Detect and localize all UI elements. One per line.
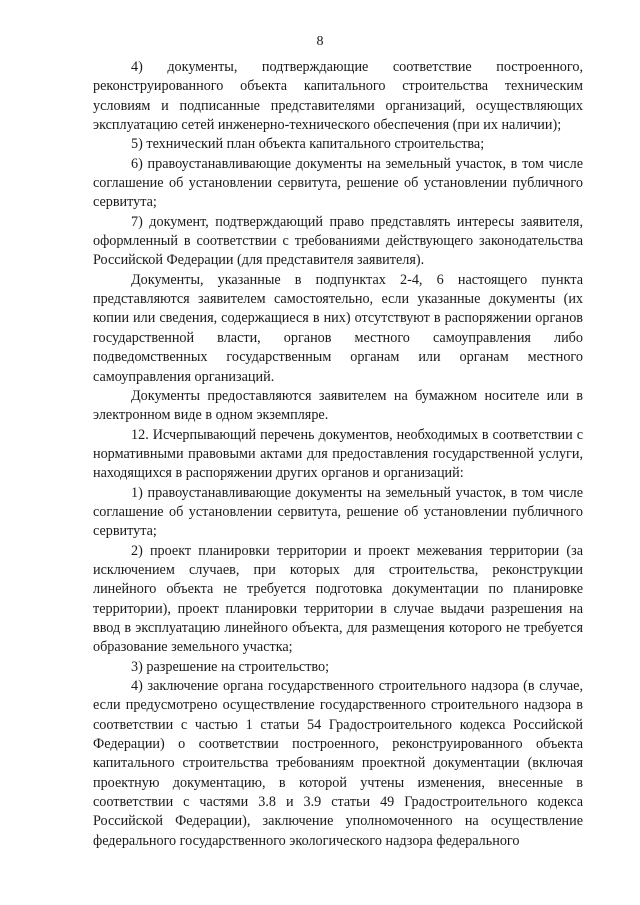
paragraph-item-5: 5) технический план объекта капитального строительства;	[131, 136, 485, 153]
paragraph-clause-12: 12. Исчерпывающий перечень документов, необходимых в соответствии с нормативными правовыми актами для предоставления государственной услуги, находящихся в распоряжении других органов и организаций:	[93, 426, 583, 482]
page-number: 8	[316, 34, 324, 49]
paragraph-submission-form: Документы предоставляются заявителем на бумажном носителе или в электронном виде в одном экземпляре.	[93, 387, 583, 424]
paragraph-list-item-3: 3) разрешение на строительство;	[131, 658, 330, 675]
paragraph-item-7: 7) документ, подтверждающий право представлять интересы заявителя, оформленный в соответствии с требованиями действующего законодательства Российской Федерации (для представителя заявителя).	[93, 213, 583, 269]
paragraph-item-6: 6) правоустанавливающие документы на земельный участок, в том числе соглашение об установлении сервитута, решение об установлении публичного сервитута;	[93, 155, 583, 211]
document-body	[93, 58, 583, 851]
paragraph-list-item-2: 2) проект планировки территории и проект межевания территории (за исключением случаев, при которых для строительства, реконструкции линейного объекта не требуется подготовка документации по планировке территории), проект планировки территории в случае выдачи разрешения на ввод в эксплуатацию линейного объекта, для размещения которого не требуется образование земельного участка;	[93, 542, 583, 656]
paragraph-self-submission: Документы, указанные в подпунктах 2-4, 6 настоящего пункта представляются заявителем самостоятельно, если указанные документы (их копии или сведения, содержащиеся в них) отсутствуют в распоряжении органов государственной власти, органов местного самоуправления либо подведомственных государственным органам или органам местного самоуправления организаций.	[93, 271, 583, 385]
paragraph-list-item-4: 4) заключение органа государственного строительного надзора (в случае, если предусмотрено осуществление государственного строительного надзора в соответствии с частью 1 статьи 54 Градостроительного кодекса Российской Федерации) о соответствии построенного, реконструированного объекта капитального строительства требованиям проектной документации (включая проектную документацию, в которой учтены изменения, внесенные в соответствии с частями 3.8 и 3.9 статьи 49 Градостроительного кодекса Российской Федерации), заключение уполномоченного на осуществление федерального государственного экологического надзора федерального	[93, 678, 583, 849]
paragraph-item-4: 4) документы, подтверждающие соответствие построенного, реконструированного объекта капитального строительства техническим условиям и подписанные представителями организаций, осуществляющих эксплуатацию сетей инженерно-технического обеспечения (при их наличии);	[93, 59, 583, 134]
paragraph-list-item-1: 1) правоустанавливающие документы на земельный участок, в том числе соглашение об установлении сервитута, решение об установлении публичного сервитута;	[93, 484, 583, 540]
